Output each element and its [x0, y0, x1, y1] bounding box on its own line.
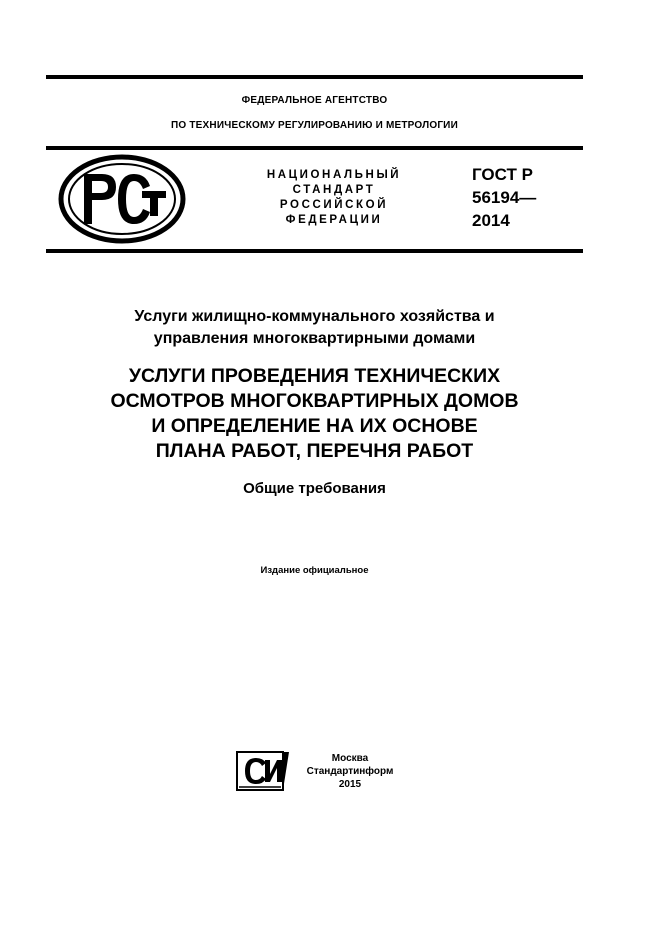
series-title-line-1: Услуги жилищно-коммунального хозяйства и [134, 308, 495, 325]
standard-block-bottom-rule [46, 249, 583, 253]
agency-line-2: ПО ТЕХНИЧЕСКОМУ РЕГУЛИРОВАНИЮ И МЕТРОЛОГИИ [171, 120, 458, 131]
gost-number [472, 163, 536, 232]
standard-block-top-rule [46, 146, 583, 150]
main-title-line-2: ОСМОТРОВ МНОГОКВАРТИРНЫХ ДОМОВ [110, 390, 519, 412]
publisher-info [300, 752, 400, 791]
national-standard-label [246, 168, 422, 228]
publisher-city: Москва [331, 753, 369, 764]
gost-line-1: ГОСТ Р [472, 165, 533, 184]
national-line-1: НАЦИОНАЛЬНЫЙ [266, 169, 402, 181]
series-title-line-2: управления многоквартирными домами [153, 330, 476, 347]
publisher-name: Стандартинформ [306, 766, 394, 777]
edition-label: Издание официальное [260, 565, 369, 576]
main-title-line-3: И ОПРЕДЕЛЕНИЕ НА ИХ ОСНОВЕ [151, 415, 478, 437]
main-title-line-1: УСЛУГИ ПРОВЕДЕНИЯ ТЕХНИЧЕСКИХ [128, 365, 501, 387]
national-line-2: СТАНДАРТ [292, 184, 376, 196]
subtitle: Общие требования [243, 480, 386, 497]
rst-certification-logo-icon [58, 154, 186, 244]
gost-line-3: 2014 [472, 211, 510, 230]
national-line-3: РОССИЙСКОЙ [279, 199, 389, 211]
gost-line-2: 56194— [472, 188, 537, 207]
main-title [46, 364, 583, 464]
main-title-line-4: ПЛАНА РАБОТ, ПЕРЕЧНЯ РАБОТ [155, 440, 474, 462]
national-line-4: ФЕДЕРАЦИИ [285, 214, 383, 226]
agency-line-1: ФЕДЕРАЛЬНОЕ АГЕНТСТВО [241, 95, 388, 106]
publisher-year: 2015 [338, 779, 362, 790]
top-rule [46, 75, 583, 79]
series-title [46, 306, 583, 350]
standartinform-logo-icon [236, 751, 290, 791]
